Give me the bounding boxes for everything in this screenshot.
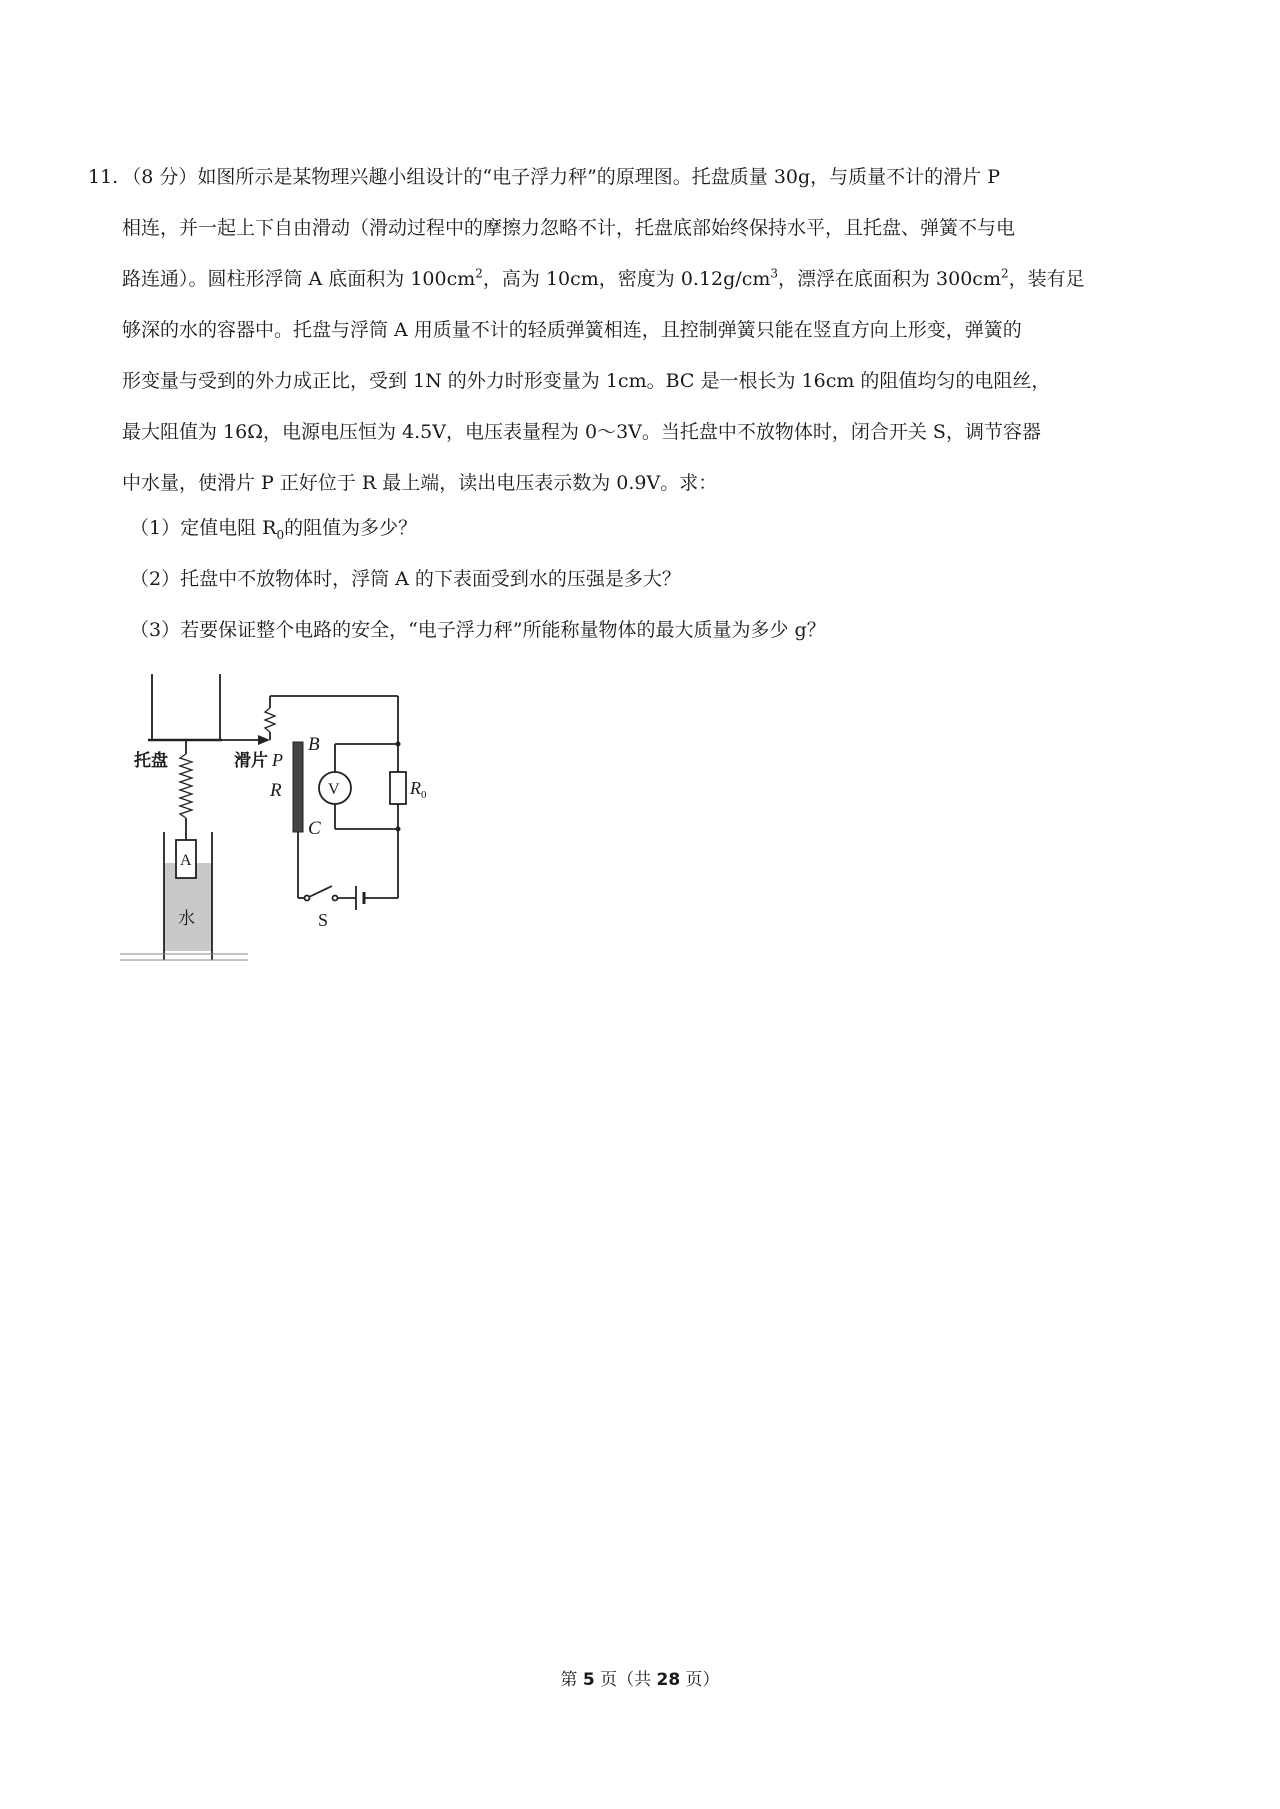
sub-question-1: [130, 513, 417, 543]
sub-question-3: （3）若要保证整个电路的安全，“电子浮力秤”所能称量物体的最大质量为多少 g？: [130, 619, 826, 641]
problem-stem-line-1: [88, 152, 1198, 203]
tray: [148, 674, 222, 740]
problem-stem-line-7: 中水量，使滑片 P 正好位于 R 最上端，读出电压表示数为 0.9V。求：: [122, 472, 718, 494]
sub-question-1-text-a: （1）定值电阻 R: [130, 517, 277, 539]
resistor-r: [293, 742, 303, 832]
footer-middle: 页（共: [594, 1670, 657, 1690]
superscript-3: 3: [770, 266, 778, 281]
problem-stem-line-3: [88, 254, 1198, 305]
slider-letter: P: [272, 750, 283, 770]
stem-text-1: 如图所示是某物理兴趣小组设计的“电子浮力秤”的原理图。托盘质量 30g，与质量不计的滑片 P: [197, 166, 1000, 188]
slider-spring: [265, 708, 275, 732]
r0-label: $R_0$: [410, 778, 427, 801]
total-page-number: 28: [656, 1670, 681, 1690]
superscript-2b: 2: [1000, 266, 1009, 281]
end-c-label: C: [308, 818, 321, 839]
switch-s: [309, 886, 332, 897]
footer-suffix: 页）: [680, 1670, 720, 1690]
slider-label: 滑片: [234, 751, 268, 771]
subscript-0: 0: [276, 527, 285, 542]
switch-label: S: [318, 910, 329, 930]
slider-arrow: [258, 735, 270, 745]
problem-stem-line-4: 够深的水的容器中。托盘与浮筒 A 用质量不计的轻质弹簧相连，且控制弹簧只能在竖直方向上形变，弹簧的: [122, 319, 1022, 341]
sub-question-1-text-b: 的阻值为多少？: [284, 517, 418, 539]
stem-text-3d: ，装有足: [1008, 268, 1085, 290]
stem-text-3b: ，高为 10cm，密度为 0.12g/cm: [482, 268, 771, 290]
sub-question-2: （2）托盘中不放物体时，浮筒 A 的下表面受到水的压强是多大？: [130, 568, 681, 590]
tray-label: 托盘: [134, 751, 168, 771]
water-label: 水: [178, 909, 195, 929]
problem-11: [88, 152, 1198, 509]
problem-stem-line-5: 形变量与受到的外力成正比，受到 1N 的外力时形变量为 1cm。BC 是一根长为 16cm 的阻值均匀的电阻丝，: [122, 370, 1051, 392]
question-number: 11.: [88, 166, 119, 188]
main-spring: [180, 754, 192, 818]
voltmeter-label: V: [328, 781, 340, 798]
stem-text-3a: 路连通）。圆柱形浮筒 A 底面积为 100cm: [122, 268, 476, 290]
question-points: （8 分）: [122, 166, 198, 188]
footer-prefix: 第: [560, 1670, 583, 1690]
current-page-number: 5: [582, 1670, 595, 1690]
stem-text-3c: ，漂浮在底面积为 300cm: [778, 268, 1001, 290]
circuit-diagram: [120, 664, 450, 978]
problem-stem-line-2: 相连，并一起上下自由滑动（滑动过程中的摩擦力忽略不计，托盘底部始终保持水平，且托盘、弹簧不与电: [122, 217, 1016, 239]
problem-stem-line-6: 最大阻值为 16Ω，电源电压恒为 4.5V，电压表量程为 0～3V。当托盘中不放物体时，闭合开关 S，调节容器: [122, 421, 1041, 443]
resistor-r-label: R: [270, 780, 282, 801]
resistor-r0: [390, 772, 406, 804]
float-a-label: A: [180, 852, 192, 869]
end-b-label: B: [308, 734, 320, 755]
page-footer: [0, 1665, 1280, 1690]
superscript-2a: 2: [475, 266, 483, 281]
